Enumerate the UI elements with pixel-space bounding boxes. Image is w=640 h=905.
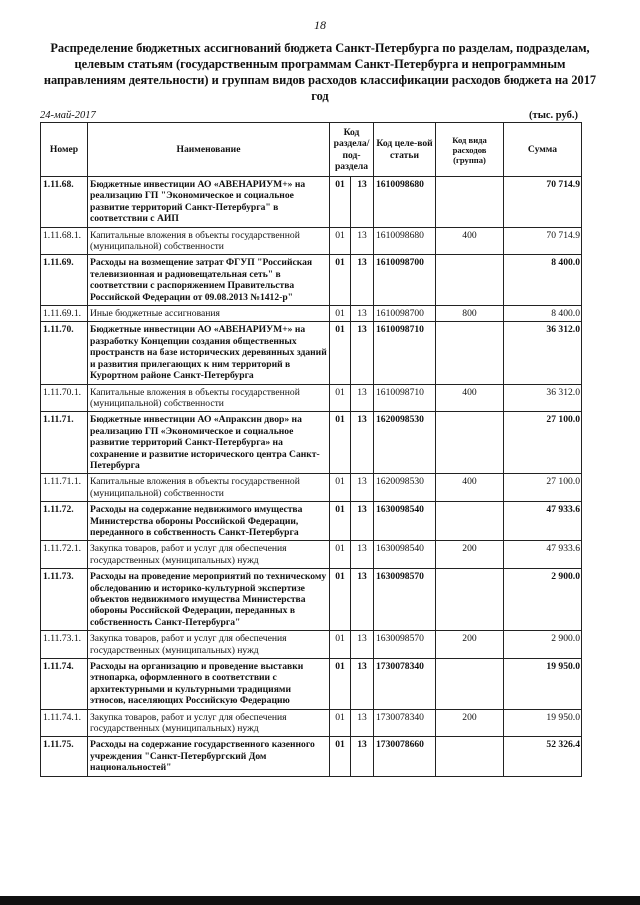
- table-row: [41, 255, 582, 306]
- row-expense-group: [436, 255, 504, 306]
- row-subsection: 13: [351, 541, 374, 569]
- table-row: [41, 227, 582, 255]
- row-name: Расходы на содержание недвижимого имущества Министерства обороны Российской Федерации, переданного в собственность Санкт-Петербурга: [88, 502, 330, 541]
- row-number: 1.11.71.1.: [41, 474, 88, 502]
- row-subsection: 13: [351, 412, 374, 474]
- table-row: [41, 659, 582, 710]
- row-sum: 70 714.9: [504, 177, 582, 228]
- header-number: Номер: [41, 123, 88, 177]
- row-name: Расходы на содержание государственного казенного учреждения "Санкт-Петербургский Дом национальностей": [88, 737, 330, 776]
- row-sum: 8 400.0: [504, 306, 582, 322]
- row-expense-group: 800: [436, 306, 504, 322]
- page-number: 18: [314, 18, 326, 32]
- row-name: Бюджетные инвестиции АО «АВЕНАРИУМ+» на реализацию ГП "Экономическое и социальное развитие территорий Санкт-Петербурга" в соответствии с АИП: [88, 177, 330, 228]
- header-article-code: Код целе-вой статьи: [374, 123, 436, 177]
- row-section: 01: [330, 412, 351, 474]
- budget-table: [40, 122, 582, 777]
- row-article: 1610098710: [374, 322, 436, 384]
- row-expense-group: [436, 659, 504, 710]
- row-subsection: 13: [351, 255, 374, 306]
- row-section: 01: [330, 659, 351, 710]
- row-name: Капитальные вложения в объекты государственной (муниципальной) собственности: [88, 227, 330, 255]
- row-section: 01: [330, 306, 351, 322]
- row-name: Закупка товаров, работ и услуг для обеспечения государственных (муниципальных) нужд: [88, 541, 330, 569]
- row-name: Бюджетные инвестиции АО «АВЕНАРИУМ+» на разработку Концепции создания общественных пространств на базе исторических деревянных зданий и развития прилегающих к ним территорий в Курортном районе Санкт-Петербурга: [88, 322, 330, 384]
- row-name: Бюджетные инвестиции АО «Апраксин двор» на реализацию ГП «Экономическое и социальное развитие территорий Санкт-Петербурга» на сохранение и развитие исторического центра Санкт-Петербурга: [88, 412, 330, 474]
- row-sum: 19 950.0: [504, 709, 582, 737]
- row-subsection: 13: [351, 631, 374, 659]
- row-subsection: 13: [351, 306, 374, 322]
- header-name: Наименование: [88, 123, 330, 177]
- row-subsection: 13: [351, 227, 374, 255]
- header-expense-group: Код вида расходов (группа): [436, 123, 504, 177]
- row-number: 1.11.68.: [41, 177, 88, 228]
- row-article: 1730078660: [374, 737, 436, 776]
- row-name: Капитальные вложения в объекты государственной (муниципальной) собственности: [88, 474, 330, 502]
- row-expense-group: 400: [436, 474, 504, 502]
- header-sum: Сумма: [504, 123, 582, 177]
- row-section: 01: [330, 322, 351, 384]
- row-expense-group: 200: [436, 631, 504, 659]
- row-section: 01: [330, 227, 351, 255]
- row-sum: 47 933.6: [504, 502, 582, 541]
- row-sum: 70 714.9: [504, 227, 582, 255]
- row-sum: 52 326.4: [504, 737, 582, 776]
- row-sum: 2 900.0: [504, 569, 582, 631]
- row-number: 1.11.69.: [41, 255, 88, 306]
- row-number: 1.11.73.1.: [41, 631, 88, 659]
- row-expense-group: 200: [436, 709, 504, 737]
- table-row: [41, 569, 582, 631]
- row-name: Расходы на проведение мероприятий по техническому обследованию и историко-культурной экспертизе объектов недвижимого имущества Министерства обороны Российской Федерации, переданных в собственность Санкт-Петербурга": [88, 569, 330, 631]
- row-name: Капитальные вложения в объекты государственной (муниципальной) собственности: [88, 384, 330, 412]
- row-section: 01: [330, 384, 351, 412]
- row-expense-group: [436, 412, 504, 474]
- row-section: 01: [330, 569, 351, 631]
- row-sum: 27 100.0: [504, 474, 582, 502]
- table-row: [41, 412, 582, 474]
- row-subsection: 13: [351, 659, 374, 710]
- row-article: 1630098540: [374, 502, 436, 541]
- row-article: 1610098680: [374, 177, 436, 228]
- document-title: Распределение бюджетных ассигнований бюджета Санкт-Петербурга по разделам, подразделам, целевым статьям (государственным программам Санкт-Петербурга и непрограммным направлениям деятельности) и группам видов расходов классификации расходов бюджета на 2017 год: [43, 41, 597, 103]
- row-number: 1.11.71.: [41, 412, 88, 474]
- row-sum: 36 312.0: [504, 384, 582, 412]
- row-number: 1.11.74.: [41, 659, 88, 710]
- document-date: 24-май-2017: [40, 110, 96, 121]
- row-number: 1.11.70.: [41, 322, 88, 384]
- row-expense-group: [436, 502, 504, 541]
- table-body: [41, 177, 582, 777]
- header-section-code: Код раздела/ под-раздела: [330, 123, 374, 177]
- row-number: 1.11.72.: [41, 502, 88, 541]
- row-expense-group: [436, 737, 504, 776]
- row-sum: 36 312.0: [504, 322, 582, 384]
- row-article: 1630098540: [374, 541, 436, 569]
- row-number: 1.11.72.1.: [41, 541, 88, 569]
- row-article: 1630098570: [374, 569, 436, 631]
- units-label: (тыс. руб.): [529, 110, 578, 121]
- row-number: 1.11.73.: [41, 569, 88, 631]
- row-sum: 2 900.0: [504, 631, 582, 659]
- row-expense-group: 400: [436, 227, 504, 255]
- table-row: [41, 384, 582, 412]
- table-row: [41, 541, 582, 569]
- row-section: 01: [330, 177, 351, 228]
- row-number: 1.11.68.1.: [41, 227, 88, 255]
- row-section: 01: [330, 631, 351, 659]
- row-subsection: 13: [351, 384, 374, 412]
- row-article: 1610098710: [374, 384, 436, 412]
- row-article: 1730078340: [374, 659, 436, 710]
- row-expense-group: [436, 569, 504, 631]
- table-row: [41, 474, 582, 502]
- row-expense-group: [436, 322, 504, 384]
- row-section: 01: [330, 709, 351, 737]
- row-article: 1630098570: [374, 631, 436, 659]
- row-expense-group: 200: [436, 541, 504, 569]
- row-sum: 27 100.0: [504, 412, 582, 474]
- row-section: 01: [330, 502, 351, 541]
- table-row: [41, 322, 582, 384]
- row-article: 1620098530: [374, 412, 436, 474]
- row-subsection: 13: [351, 177, 374, 228]
- table-row: [41, 737, 582, 776]
- row-subsection: 13: [351, 474, 374, 502]
- row-article: 1610098680: [374, 227, 436, 255]
- row-subsection: 13: [351, 502, 374, 541]
- scan-edge-bar: [0, 896, 640, 905]
- row-sum: 8 400.0: [504, 255, 582, 306]
- row-name: Иные бюджетные ассигнования: [88, 306, 330, 322]
- row-number: 1.11.74.1.: [41, 709, 88, 737]
- row-number: 1.11.70.1.: [41, 384, 88, 412]
- table-row: [41, 631, 582, 659]
- row-number: 1.11.69.1.: [41, 306, 88, 322]
- row-subsection: 13: [351, 709, 374, 737]
- row-expense-group: [436, 177, 504, 228]
- row-name: Закупка товаров, работ и услуг для обеспечения государственных (муниципальных) нужд: [88, 709, 330, 737]
- table-row: [41, 306, 582, 322]
- row-article: 1730078340: [374, 709, 436, 737]
- row-subsection: 13: [351, 737, 374, 776]
- row-section: 01: [330, 474, 351, 502]
- row-name: Закупка товаров, работ и услуг для обеспечения государственных (муниципальных) нужд: [88, 631, 330, 659]
- row-article: 1610098700: [374, 255, 436, 306]
- table-row: [41, 502, 582, 541]
- row-name: Расходы на организацию и проведение выставки этнопарка, оформленного в соответствии с архитектурными и культурными традициями этносов, населяющих Российскую Федерацию: [88, 659, 330, 710]
- row-article: 1620098530: [374, 474, 436, 502]
- row-name: Расходы на возмещение затрат ФГУП "Российская телевизионная и радиовещательная сеть" в соответствии с распоряжением Правительства Российской Федерации от 09.08.2013 №1412-р": [88, 255, 330, 306]
- row-sum: 19 950.0: [504, 659, 582, 710]
- row-number: 1.11.75.: [41, 737, 88, 776]
- row-expense-group: 400: [436, 384, 504, 412]
- row-section: 01: [330, 737, 351, 776]
- table-row: [41, 177, 582, 228]
- table-row: [41, 709, 582, 737]
- row-article: 1610098700: [374, 306, 436, 322]
- row-section: 01: [330, 255, 351, 306]
- row-sum: 47 933.6: [504, 541, 582, 569]
- row-subsection: 13: [351, 569, 374, 631]
- row-subsection: 13: [351, 322, 374, 384]
- row-section: 01: [330, 541, 351, 569]
